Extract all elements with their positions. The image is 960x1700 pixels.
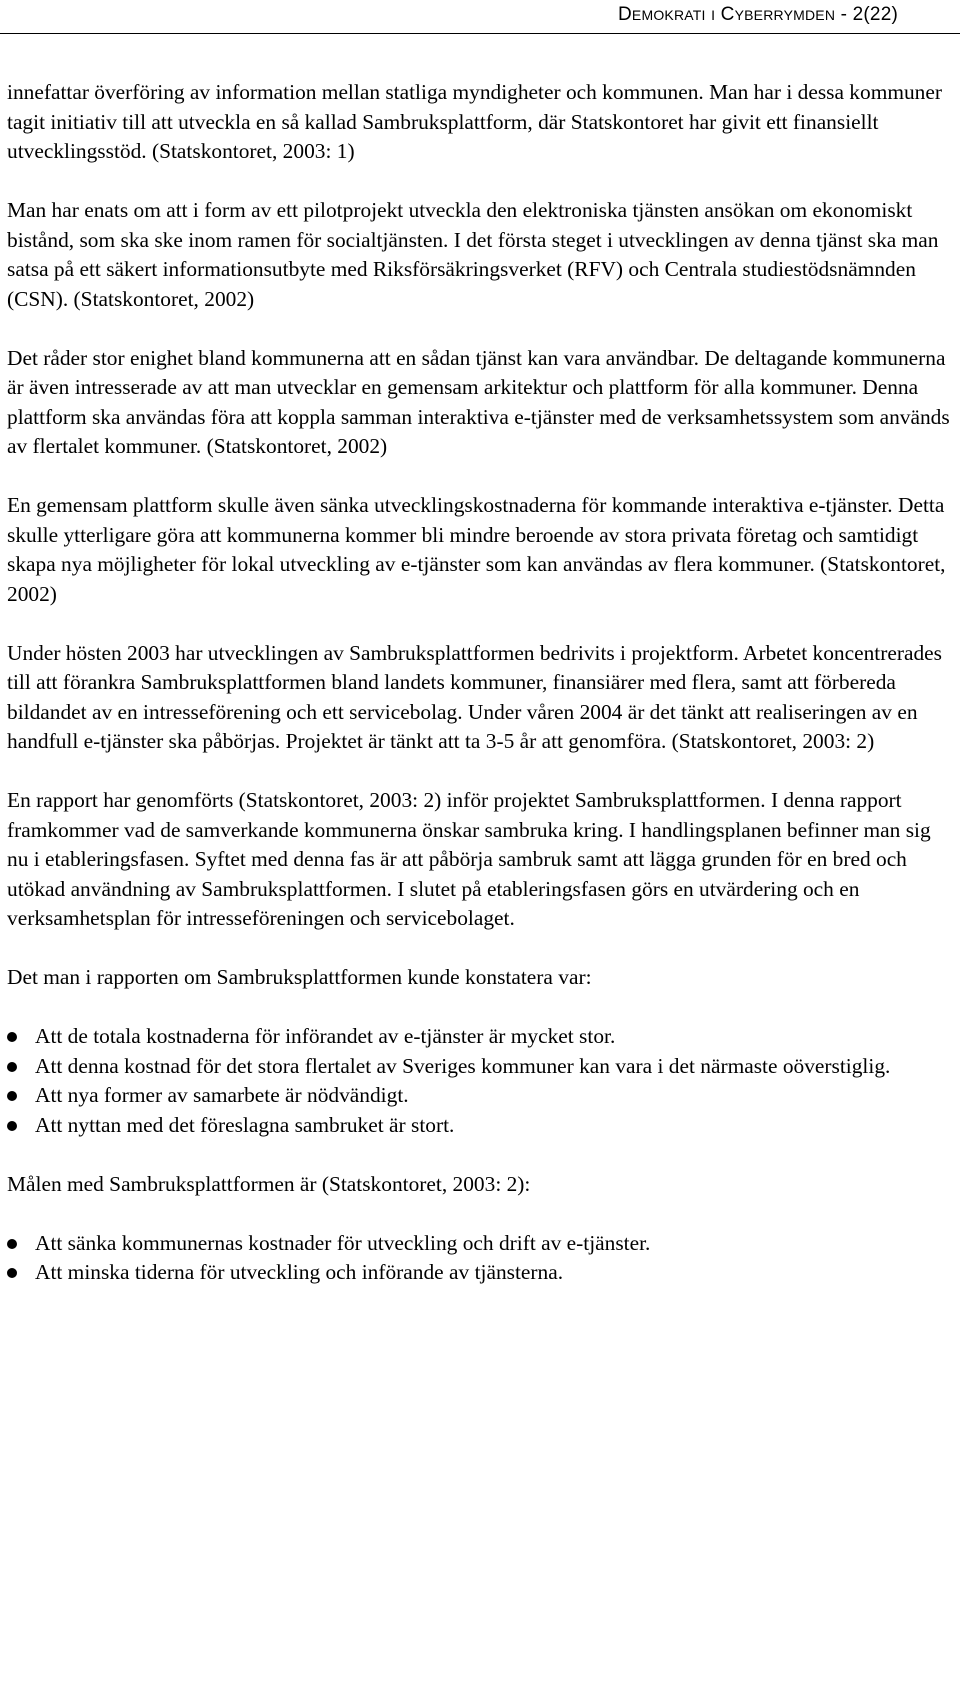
paragraph: Under hösten 2003 har utvecklingen av Sambruksplattformen bedrivits i projektform. Arbetet koncentrerades till att förankra Sambruksplattformen bland landets kommuner, finansiärer med flera, samt att förbereda bildandet av en intresseförening och ett servicebolag. Under våren 2004 är det tänkt att realiseringen av en handfull e-tjänster ska påbörjas. Projektet är tänkt att ta 3-5 år att genomföra. (Statskontoret, 2003: 2): [7, 640, 942, 753]
header-word-i: I: [711, 7, 716, 23]
page-number: - 2(22): [840, 4, 898, 25]
document-body: [7, 78, 957, 1317]
list-item-text: Att sänka kommunernas kostnader för utveckling och drift av e-tjänster.: [35, 1230, 651, 1255]
list-item-text: Att minska tiderna för utveckling och införande av tjänsterna.: [35, 1260, 564, 1284]
list-item: [7, 1022, 957, 1052]
paragraph: Det man i rapporten om Sambruksplattformen kunde konstatera var:: [7, 965, 592, 989]
goals-intro: Målen med Sambruksplattformen är (Statskontoret, 2003: 2):: [7, 1171, 531, 1196]
paragraph: Det råder stor enighet bland kommunerna att en sådan tjänst kan vara användbar. De deltagande kommunerna är även intresserade av att man utvecklar en gemensam arkitektur och plattform för alla kommuner. Denna plattform ska användas föra att koppla samman interaktiva e-tjänster med de verksamhetssystem som används av flertalet kommuner. (Statskontoret, 2002): [7, 345, 950, 458]
list-item-text: Att denna kostnad för det stora flertalet av Sveriges kommuner kan vara i det närmaste oöverstiglig.: [35, 1053, 891, 1078]
list-item-text: Att nya former av samarbete är nödvändigt.: [35, 1083, 409, 1107]
running-header: [0, 0, 960, 34]
header-title: [618, 4, 898, 26]
paragraph: En gemensam plattform skulle även sänka utvecklingskostnaderna för kommande interaktiva e-tjänster. Detta skulle ytterligare göra att kommunerna kommer bli mindre beroende av stora privata företag och samtidigt skapa nya möjligheter för lokal utveckling av e-tjänster som kan användas av flera kommuner. (Statskontoret, 2002): [7, 493, 946, 606]
header-word-demokrati: EMOKRATI: [631, 7, 706, 23]
goals-list: [7, 1229, 957, 1288]
paragraph: En rapport har genomförts (Statskontoret, 2003: 2) inför projektet Sambruksplattformen. I denna rapport framkommer vad de samverkande kommunerna önskar sambruka kring. I handlingsplanen befinner man sig nu i etableringsfasen. Syftet med denna fas är att påbörja sambruk samt att lägga grunden för en bred och utökad användning av Sambruksplattformen. I slutet på etableringsfasen görs en utvärdering och en verksamhetsplan för intresseföreningen och servicebolaget.: [7, 788, 931, 930]
list-item-text: Att de totala kostnaderna för införandet av e-tjänster är mycket stor.: [35, 1024, 616, 1048]
header-word-cyberrymden: YBERRYMDEN: [734, 7, 836, 23]
list-item: [7, 1052, 957, 1082]
bullet-icon: [7, 1121, 17, 1131]
bullet-icon: [7, 1239, 17, 1249]
list-item: [7, 1229, 957, 1259]
bullet-icon: [7, 1268, 17, 1278]
findings-list: [7, 1022, 957, 1140]
bullet-icon: [7, 1062, 17, 1072]
list-item: [7, 1111, 957, 1141]
bullet-icon: [7, 1091, 17, 1101]
paragraph: Man har enats om att i form av ett pilotprojekt utveckla den elektroniska tjänsten ansökan om ekonomiskt bistånd, som ska ske inom ramen för socialtjänsten. I det första steget i utvecklingen av denna tjänst ska man satsa på ett säkert informationsutbyte med Riksförsäkringsverket (RFV) och Centrala studiestödsnämnden (CSN). (Statskontoret, 2002): [7, 198, 939, 311]
paragraph: innefattar överföring av information mellan statliga myndigheter och kommunen. Man har i dessa kommuner tagit initiativ till att utveckla en så kallad Sambruksplattform, där Statskontoret har givit ett finansiellt utvecklingsstöd. (Statskontoret, 2003: 1): [7, 80, 942, 163]
header-initial-c: C: [720, 4, 735, 25]
header-initial-d: D: [618, 4, 632, 25]
list-item: [7, 1081, 957, 1111]
bullet-icon: [7, 1032, 17, 1042]
list-item-text: Att nyttan med det föreslagna sambruket är stort.: [35, 1112, 455, 1137]
list-item: [7, 1258, 957, 1288]
